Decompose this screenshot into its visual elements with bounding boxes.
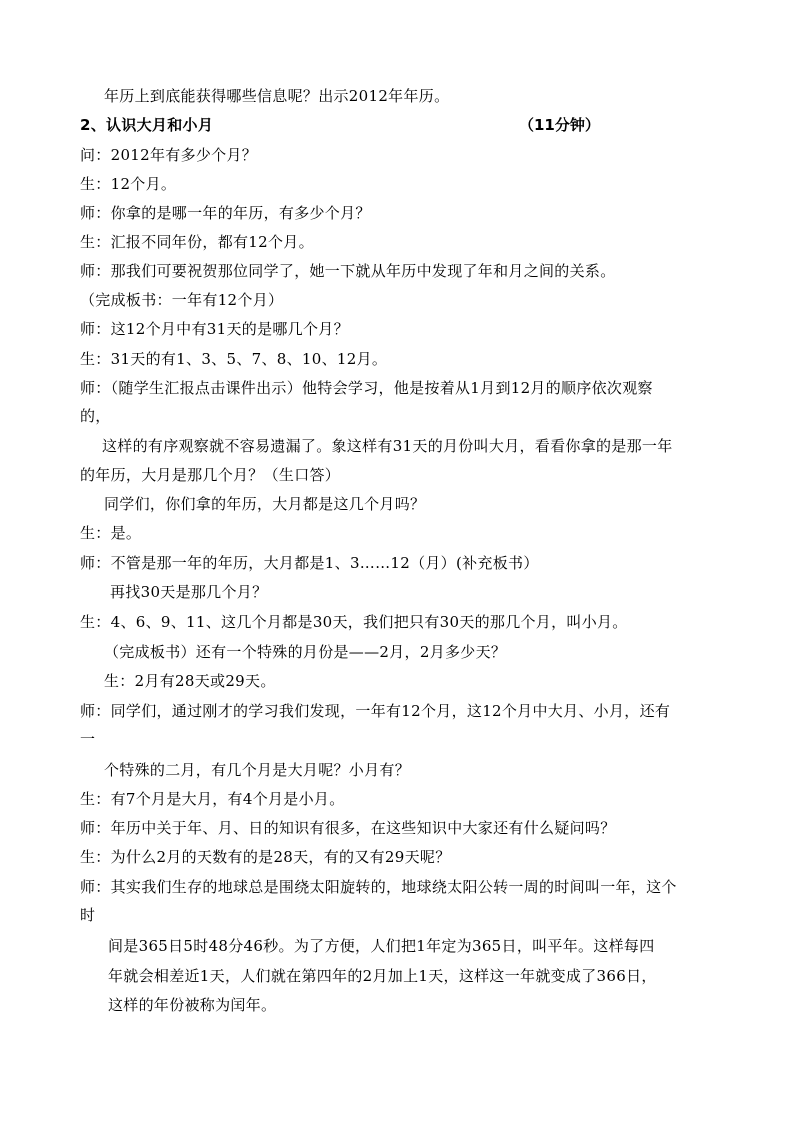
text-line: 的，	[80, 407, 111, 425]
text-line: 生：31天的有1、3、5、7、8、10、12月。	[80, 350, 388, 368]
text-line: 生：为什么2月的天数有的是28天，有的又有29天呢？	[80, 848, 451, 866]
section-time: （11分钟）	[519, 116, 600, 134]
intro-line: 年历上到底能获得哪些信息呢？出示2012年年历。	[104, 87, 450, 105]
text-line: 这样的有序观察就不容易遗漏了。象这样有31天的月份叫大月，看看你拿的是那一年	[102, 437, 673, 455]
text-line: 年就会相差近1天，人们就在第四年的2月加上1天，这样这一年就变成了366日，	[108, 967, 657, 985]
text-line: 师：这12个月中有31天的是哪几个月？	[80, 320, 349, 338]
text-line: 再找30天是那几个月？	[110, 583, 268, 601]
text-line: 生：12个月。	[80, 175, 177, 193]
text-line: 师：其实我们生存的地球总是围绕太阳旋转的，地球绕太阳公转一周的时间叫一年，这个	[80, 878, 677, 896]
text-line: 师：不管是那一年的年历，大月都是1、3……12（月）(补充板书）	[80, 554, 539, 572]
text-line: 师：年历中关于年、月、日的知识有很多，在这些知识中大家还有什么疑问吗？	[80, 819, 616, 837]
text-line: （完成板书：一年有12个月）	[80, 291, 284, 309]
section-heading: 2、认识大月和小月	[80, 116, 214, 134]
text-line: 生：是。	[80, 524, 142, 542]
text-line: 一	[80, 730, 96, 748]
text-line: 师：（随学生汇报点击课件出示）他特会学习，他是按着从1月到12月的顺序依次观察	[80, 379, 653, 397]
text-line: 师：你拿的是哪一年的年历，有多少个月？	[80, 204, 371, 222]
text-line: 生：有7个月是大月，有4个月是小月。	[80, 790, 345, 808]
text-line: 问：2012年有多少个月？	[80, 146, 258, 164]
text-line: 个特殊的二月，有几个月是大月呢？小月有？	[104, 761, 411, 779]
text-line: 时	[80, 906, 96, 924]
text-line: 师：那我们可要祝贺那位同学了，她一下就从年历中发现了年和月之间的关系。	[80, 262, 616, 280]
text-line: （完成板书）还有一个特殊的月份是——2月，2月多少天？	[104, 643, 507, 661]
text-line: 这样的年份被称为闰年。	[108, 996, 277, 1014]
text-line: 间是365日5时48分46秒。为了方便，人们把1年定为365日，叫平年。这样每四	[108, 937, 655, 955]
text-line: 师：同学们，通过刚才的学习我们发现，一年有12个月，这12个月中大月、小月，还有	[80, 702, 671, 720]
text-line: 生：汇报不同年份，都有12个月。	[80, 233, 314, 251]
text-line: 的年历，大月是那几个月？（生口答）	[80, 466, 341, 484]
text-line: 生：2月有28天或29天。	[104, 672, 276, 690]
text-line: 生：4、6、9、11、这几个月都是30天，我们把只有30天的那几个月，叫小月。	[80, 613, 628, 631]
text-line: 同学们，你们拿的年历，大月都是这几个月吗？	[104, 495, 426, 513]
